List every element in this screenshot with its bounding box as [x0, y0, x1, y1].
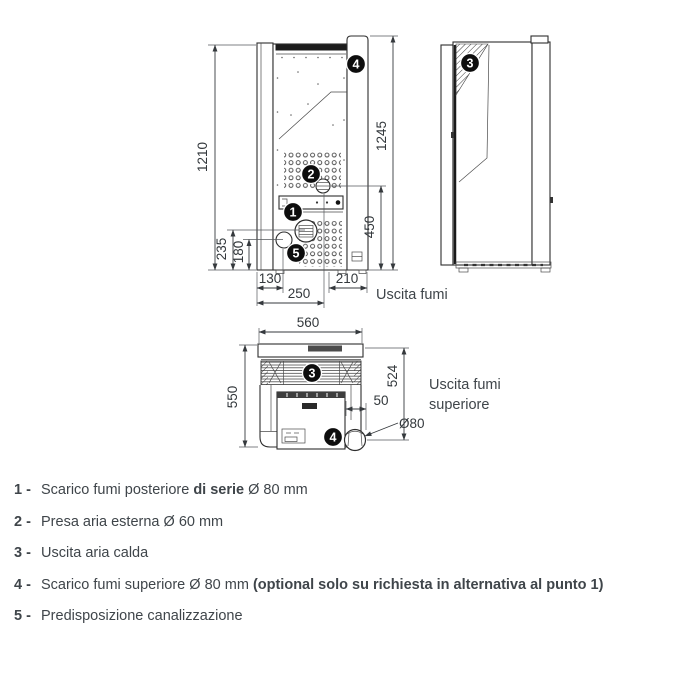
callout-3-side — [461, 54, 480, 73]
callout-2 — [302, 165, 321, 184]
top-plate-strip — [308, 346, 342, 352]
side-rear-panel — [441, 45, 453, 265]
dim-total-height-left: 1210 — [195, 141, 210, 173]
legend-item-4 — [14, 576, 690, 595]
top-display — [302, 403, 317, 409]
callout-4 — [347, 55, 366, 74]
top-view — [225, 315, 501, 451]
rear-view — [195, 36, 448, 308]
legend-item-5 — [14, 607, 690, 626]
callout-1 — [284, 203, 303, 222]
legend-text-bold: (optional solo su richiesta in alternativa al punto 1) — [252, 576, 604, 593]
legend-item-3 — [14, 544, 690, 563]
legend-item-text — [41, 481, 308, 500]
legend-item-number: 3 - — [14, 545, 31, 561]
legend-item-2 — [14, 513, 690, 532]
legend-text-regular: Scarico fumi superiore Ø 80 mm — [41, 576, 253, 593]
upper-smoke-outlet — [345, 430, 366, 451]
svg-text:3: 3 — [308, 366, 316, 381]
svg-text:1: 1 — [289, 205, 297, 220]
legend-text-regular: Ø 80 mm — [244, 482, 308, 498]
svg-text:4: 4 — [352, 57, 360, 72]
dim-depth-right: 524 — [385, 364, 400, 388]
legend-text-bold: di serie — [193, 482, 245, 498]
legend-text-regular: Scarico fumi posteriore — [41, 482, 194, 498]
label-uscita-fumi-superiore-1: Uscita fumi — [429, 377, 501, 393]
svg-text:4: 4 — [329, 430, 337, 445]
callout-3-top — [303, 364, 322, 383]
legend-item-1 — [14, 481, 690, 500]
rear-left-panel — [257, 43, 273, 270]
dim-width: 560 — [296, 315, 320, 330]
dim-bottom-130: 130 — [258, 271, 282, 286]
legend-item-number: 2 - — [14, 513, 31, 530]
legend-item-text — [41, 607, 243, 626]
legend-item-number: 1 - — [14, 482, 31, 498]
dim-depth-left: 550 — [225, 385, 240, 409]
legend-text-regular: Predisposizione canalizzazione — [41, 608, 243, 624]
callout-4-top — [324, 428, 343, 447]
side-top-cap — [531, 36, 548, 43]
legend-text-regular: Uscita aria calda — [41, 545, 149, 561]
label-uscita-fumi: Uscita fumi — [376, 287, 448, 303]
svg-text:5: 5 — [292, 246, 300, 261]
rear-smoke-outlet — [295, 220, 317, 242]
legend-text-regular: Presa aria esterna Ø 60 mm — [41, 513, 224, 530]
callout-5 — [287, 244, 306, 263]
dim-pipe-diameter: Ø80 — [399, 416, 425, 431]
legend-item-text — [41, 544, 148, 563]
label-uscita-fumi-superiore-2: superiore — [429, 397, 490, 413]
dim-total-height-right: 1245 — [374, 120, 389, 152]
legend-item-number: 4 - — [14, 576, 31, 593]
side-front-panel — [532, 42, 550, 265]
legend-item-text — [41, 576, 603, 595]
dim-pipe-offset: 50 — [373, 393, 389, 408]
dim-bottom-210: 210 — [335, 271, 359, 286]
side-view — [441, 36, 553, 272]
legend-item-number: 5 - — [14, 608, 31, 624]
svg-text:3: 3 — [466, 56, 474, 71]
dim-canalization-height: 180 — [231, 240, 246, 264]
legend-item-text — [41, 513, 223, 532]
dim-bottom-250: 250 — [287, 286, 311, 301]
rear-top-bar — [276, 45, 347, 51]
svg-text:2: 2 — [307, 167, 315, 182]
dim-air-intake-height: 450 — [362, 215, 377, 239]
dim-smoke-outlet-height: 235 — [214, 237, 229, 261]
legend — [14, 481, 690, 639]
